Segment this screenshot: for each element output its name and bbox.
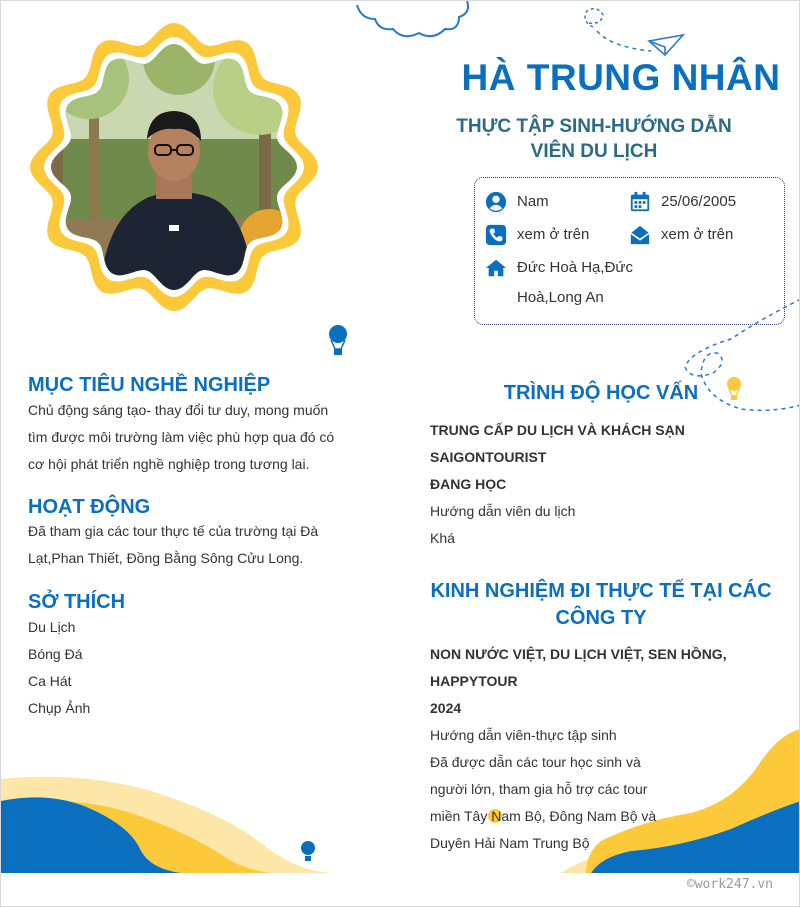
career-goal-line: tìm được môi trường làm việc phù hợp qua đó có <box>28 429 335 445</box>
education-grade: Khá <box>430 530 455 546</box>
address-item <box>485 253 633 313</box>
career-goal-line: cơ hội phát triển nghề nghiệp trong tương lai. <box>28 456 310 472</box>
companies-line1: NON NƯỚC VIỆT, DU LỊCH VIỆT, SEN HỒNG, <box>430 646 727 662</box>
small-balloon-icon <box>301 841 315 861</box>
career-goal-line: Chủ động sáng tạo- thay đổi tư duy, mong muốn <box>28 402 329 418</box>
paper-plane-icon <box>649 35 683 55</box>
experience-desc-line: miền Tây Nam Bộ, Đông Nam Bộ và <box>430 808 657 824</box>
swirl-decoration <box>585 9 603 27</box>
phone-item <box>485 220 589 250</box>
experience-title-line2: CÔNG TY <box>555 607 647 629</box>
school-name-line1: TRUNG CẤP DU LỊCH VÀ KHÁCH SẠN <box>430 422 685 438</box>
home-icon <box>485 257 507 279</box>
hobby-item: Chụp Ảnh <box>28 700 91 716</box>
address-line2: Hoà,Long An <box>517 289 604 306</box>
career-goal-text <box>28 397 338 478</box>
experience-title-line1: KINH NGHIỆM ĐI THỰC TẾ TẠI CÁC <box>430 580 772 602</box>
companies-line2: HAPPYTOUR <box>430 673 518 689</box>
user-icon <box>485 191 507 213</box>
education-status: ĐANG HỌC <box>430 476 507 492</box>
experience-role: Hướng dẫn viên-thực tập sinh <box>430 727 617 743</box>
activities-line: Lạt,Phan Thiết, Đồng Bằng Sông Cửu Long. <box>28 550 304 566</box>
phone-icon <box>485 224 507 246</box>
education-title: TRÌNH ĐỘ HỌC VẤN <box>503 382 699 404</box>
activities-title: HOẠT ĐỘNG <box>28 496 151 518</box>
calendar-icon <box>629 191 651 213</box>
contact-info-box <box>474 177 785 325</box>
education-major: Hướng dẫn viên du lịch <box>430 503 576 519</box>
birthdate-item <box>629 187 736 217</box>
activities-line: Đã tham gia các tour thực tế của trường tại Đà <box>28 523 319 539</box>
address-line1: Đức Hoà Hạ,Đức <box>517 259 633 276</box>
watermark: ©work247.vn <box>686 877 773 892</box>
cloud-icon <box>357 1 468 36</box>
job-title-line1: THỰC TẬP SINH-HƯỚNG DẪN <box>456 116 732 137</box>
experience-details <box>430 641 770 857</box>
job-title <box>441 114 747 164</box>
hobby-item: Du Lịch <box>28 619 76 635</box>
school-name-line2: SAIGONTOURIST <box>430 449 547 465</box>
birthdate-value: 25/06/2005 <box>661 193 737 210</box>
job-title-line2: VIÊN DU LỊCH <box>530 141 658 162</box>
career-goal-title: MỤC TIÊU NGHỀ NGHIỆP <box>28 374 271 396</box>
profile-photo <box>29 19 319 314</box>
hobby-item: Ca Hát <box>28 673 72 689</box>
hobbies-title: SỞ THÍCH <box>28 591 126 613</box>
address-value <box>517 253 633 313</box>
hobbies-list <box>28 614 228 722</box>
experience-year: 2024 <box>430 700 462 716</box>
experience-title <box>401 578 800 632</box>
gender-item <box>485 187 549 217</box>
phone-value: xem ở trên <box>517 226 590 243</box>
email-item <box>629 220 733 250</box>
experience-desc-line: Đã được dẫn các tour học sinh và <box>430 754 641 770</box>
email-value: xem ở trên <box>661 226 734 243</box>
experience-desc-line: Duyên Hải Nam Trung Bộ <box>430 835 590 851</box>
envelope-open-icon <box>629 224 651 246</box>
education-details <box>430 417 770 552</box>
balloon-icon <box>329 325 347 355</box>
activities-text <box>28 518 338 572</box>
experience-desc-line: người lớn, tham gia hỗ trợ các tour <box>430 781 648 797</box>
gender-value: Nam <box>517 193 549 210</box>
hobby-item: Bóng Đá <box>28 646 83 662</box>
candidate-name: HÀ TRUNG NHÂN <box>461 57 781 98</box>
